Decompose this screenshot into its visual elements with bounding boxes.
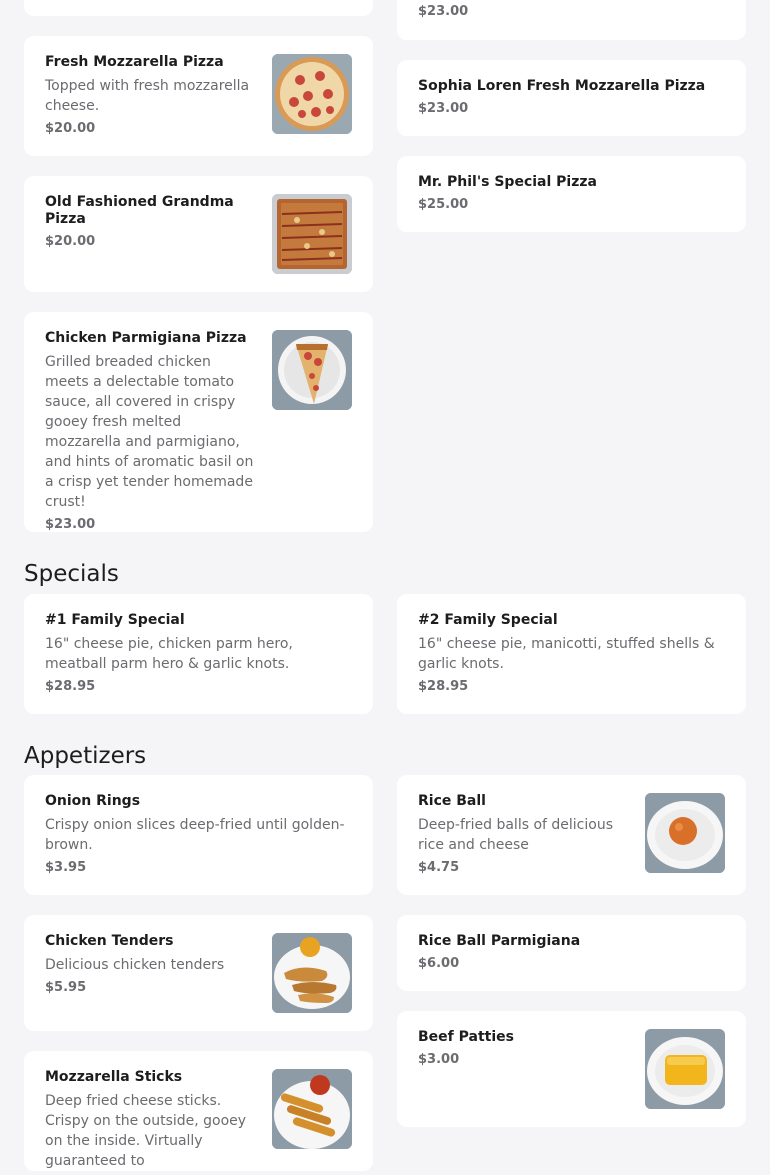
item-price: $28.95 xyxy=(45,679,96,694)
menu-item-card[interactable] xyxy=(397,0,746,40)
item-description: 16" cheese pie, manicotti, stuffed shells & garlic knots. xyxy=(418,636,715,672)
menu-item-card[interactable] xyxy=(24,312,373,532)
mozzarella-sticks-icon xyxy=(272,1069,352,1149)
item-name: Beef Patties xyxy=(418,1029,514,1045)
grandma-pizza-icon xyxy=(272,194,352,274)
menu-item-card[interactable] xyxy=(24,594,373,714)
section-title-appetizers: Appetizers xyxy=(24,743,147,769)
item-name: Mozzarella Sticks xyxy=(45,1069,183,1085)
menu-item-card[interactable] xyxy=(397,60,746,136)
menu-item-card[interactable] xyxy=(397,775,746,895)
pizza-slice-icon xyxy=(272,330,352,410)
chicken-tenders-icon xyxy=(272,933,352,1013)
item-name: Rice Ball Parmigiana xyxy=(418,933,581,949)
pizza-whole-icon xyxy=(272,54,352,134)
item-price: $20.00 xyxy=(45,234,96,249)
item-price: $28.95 xyxy=(418,679,469,694)
item-price: $5.95 xyxy=(45,980,87,995)
item-description: Grilled breaded chicken meets a delectable tomato sauce, all covered in crispy gooey fresh melted mozzarella and parmigiano, and hints of aromatic basil on a crisp yet tender homemade crust! xyxy=(45,354,254,510)
item-description: Delicious chicken tenders xyxy=(45,957,225,973)
item-price: $23.00 xyxy=(45,517,96,532)
menu-item-card[interactable] xyxy=(24,775,373,895)
item-price: $23.00 xyxy=(418,4,469,19)
item-price: $3.95 xyxy=(45,860,87,875)
item-description: Deep-fried balls of delicious rice and cheese xyxy=(418,817,614,853)
item-name: Old Fashioned Grandma Pizza xyxy=(45,194,234,227)
item-name: Mr. Phil's Special Pizza xyxy=(418,174,597,190)
item-price: $25.00 xyxy=(418,197,469,212)
menu-item-card[interactable] xyxy=(397,915,746,991)
item-name: Rice Ball xyxy=(418,793,486,809)
section-title-specials: Specials xyxy=(24,561,119,587)
item-price: $3.00 xyxy=(418,1052,460,1067)
item-description: Crispy onion slices deep-fried until golden-brown. xyxy=(45,817,345,853)
item-name: #1 Family Special xyxy=(45,612,185,628)
item-description: Topped with fresh mozzarella cheese. xyxy=(45,78,250,114)
menu-item-card[interactable] xyxy=(24,176,373,292)
item-price: $6.00 xyxy=(418,956,460,971)
menu-item-card[interactable] xyxy=(397,594,746,714)
beef-patty-icon xyxy=(645,1029,725,1109)
item-description: 16" cheese pie, chicken parm hero, meatball parm hero & garlic knots. xyxy=(45,636,293,672)
item-price: $4.75 xyxy=(418,860,460,875)
menu-item-card[interactable] xyxy=(24,915,373,1031)
item-description: Deep fried cheese sticks. Crispy on the outside, gooey on the inside. Virtually guaranteed to xyxy=(45,1093,247,1169)
menu-item-card[interactable] xyxy=(24,0,373,16)
menu-item-card[interactable] xyxy=(397,156,746,232)
menu-item-card[interactable] xyxy=(24,36,373,156)
item-name: Chicken Parmigiana Pizza xyxy=(45,330,247,346)
item-price: $23.00 xyxy=(418,101,469,116)
menu-item-card[interactable] xyxy=(24,1051,373,1171)
rice-ball-icon xyxy=(645,793,725,873)
item-name: Chicken Tenders xyxy=(45,933,174,949)
item-name: #2 Family Special xyxy=(418,612,558,628)
item-name: Onion Rings xyxy=(45,793,141,809)
menu-item-card[interactable] xyxy=(397,1011,746,1127)
item-price: $20.00 xyxy=(45,121,96,136)
item-name: Fresh Mozzarella Pizza xyxy=(45,54,224,70)
item-name: Sophia Loren Fresh Mozzarella Pizza xyxy=(418,78,706,94)
